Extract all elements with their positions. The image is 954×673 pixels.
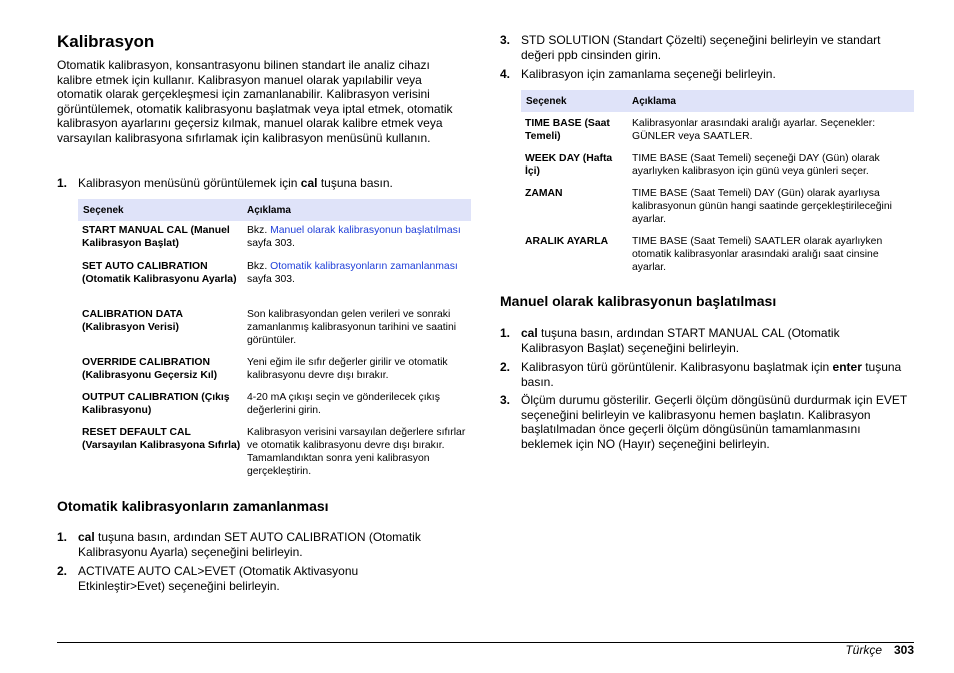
page-title: Kalibrasyon [57,32,155,51]
table-row [521,187,914,235]
link-manual-calibration[interactable]: Manuel olarak kalibrasyonun başlatılması [270,225,461,236]
option-name: OVERRIDE CALIBRATION (Kalibrasyonu Geçersiz Kıl) [82,357,218,381]
schedule-options-table [521,90,914,280]
table-row [521,152,914,187]
section-title-auto-calibration: Otomatik kalibrasyonların zamanlanması [57,498,329,514]
header-option: Seçenek [526,96,567,107]
option-name: RESET DEFAULT CAL (Varsayılan Kalibrasyona Sıfırla) [82,427,241,451]
option-description: Bkz. Manuel olarak kalibrasyonun başlatılması sayfa 303. [247,225,461,249]
step-text: Kalibrasyon menüsünü görüntülemek için cal tuşuna basın. [78,176,393,190]
option-description: Kalibrasyonlar arasındaki aralığı ayarlar. Seçenekler: GÜNLER veya SAATLER. [632,118,876,142]
step-text: cal tuşuna basın, ardından START MANUAL CAL (Otomatik Kalibrasyon Başlat) seçeneğini belirleyin. [521,326,840,355]
table-row [78,260,471,308]
intro-paragraph: Otomatik kalibrasyon, konsantrasyonu bilinen standart ile analiz cihazı kalibre etmek için kullanır. Kalibrasyon manuel olarak yapılabilir veya otomatik olarak gerçekleşmesi için zamanlanabilir. Kalibrasyon verisini görüntülemek, otomatik kalibrasyonu başlatmak veya iptal etmek, otomatik kalibrasyon ayarlarını geçersiz kılmak, manuel olarak kalibre etmek veya varsayılan kalibrasyona sıfırlamak için kalibrasyon menüsünü kullanın. [57,58,453,145]
header-option: Seçenek [83,205,124,216]
footer-language: Türkçe [845,643,882,657]
table-row [78,391,471,426]
step-text: Kalibrasyon türü görüntülenir. Kalibrasyonu başlatmak için enter tuşuna basın. [521,360,902,389]
table-row [78,356,471,391]
table-header [521,90,914,112]
step-1 [57,530,471,560]
step-3 [500,33,914,63]
option-name: ZAMAN [525,188,563,199]
step-number: 1. [57,176,68,190]
header-description: Açıklama [632,96,676,107]
step-4 [500,67,914,82]
option-name: OUTPUT CALIBRATION (Çıkış Kalibrasyonu) [82,392,230,416]
step-2 [57,564,471,594]
option-name: TIME BASE (Saat Temeli) [525,118,610,142]
header-description: Açıklama [247,205,291,216]
page-number: 303 [893,643,914,657]
option-description: Kalibrasyon verisini varsayılan değerlere sıfırlar ve otomatik kalibrasyonu devre dışı bırakır. Tamamlandıktan sonra yeni kalibrasyon gerçekleştirin. [247,427,466,477]
option-description: 4-20 mA çıkışı seçin ve gönderilecek çıkış değerlerini girin. [247,392,440,416]
step-number: 3. [500,393,511,407]
step-text: Ölçüm durumu gösterilir. Geçerli ölçüm döngüsünü durdurmak için EVET seçeneğini belirleyin ve kalibrasyonu hemen başlatın. Kalibrasyon başlatılmadan önce geçerli ölçüm döngüsünün tamamlanmasını beklemek için NO (Hayır) seçeneğini belirleyin. [521,393,907,451]
table-row [521,117,914,152]
link-auto-calibration[interactable]: Otomatik kalibrasyonların zamanlanması [270,261,458,272]
option-name: WEEK DAY (Hafta İçi) [525,153,613,177]
option-description: TIME BASE (Saat Temeli) SAATLER olarak ayarlıyken otomatik kalibrasyonlar arasındaki aralığı saat cinsine ayarlar. [632,236,883,273]
table-row [78,224,471,260]
step-number: 1. [57,530,68,544]
option-description: Bkz. Otomatik kalibrasyonların zamanlanması sayfa 303. [247,261,458,285]
section-title-manual-calibration: Manuel olarak kalibrasyonun başlatılması [500,293,777,309]
step-3 [500,393,914,453]
option-name: ARALIK AYARLA [525,236,609,247]
table-row [521,235,914,280]
table-row [78,426,471,482]
option-name: START MANUAL CAL (Manuel Kalibrasyon Başlat) [82,225,230,249]
step-text: ACTIVATE AUTO CAL>EVET (Otomatik Aktivasyonu Etkinleştir>Evet) seçeneğini belirleyin. [78,564,359,593]
step-2 [500,360,914,390]
option-name: CALIBRATION DATA (Kalibrasyon Verisi) [82,309,183,333]
option-description: Son kalibrasyondan gelen verileri ve sonraki zamanlanmış kalibrasyonun tarihini ve saatini görüntüler. [247,309,457,346]
option-description: Yeni eğim ile sıfır değerler girilir ve otomatik kalibrasyonu devre dışı bırakır. [247,357,448,381]
step-number: 3. [500,33,511,47]
step-text: STD SOLUTION (Standart Çözelti) seçeneğini belirleyin ve standart değeri ppb cinsinden girin. [521,33,881,62]
step-number: 2. [57,564,68,578]
step-number: 1. [500,326,511,340]
option-description: TIME BASE (Saat Temeli) seçeneği DAY (Gün) olarak ayarlıyken kalibrasyon için günü veya günleri seçer. [632,153,880,177]
step-text: cal tuşuna basın, ardından SET AUTO CALIBRATION (Otomatik Kalibrasyonu Ayarla) seçeneğini belirleyin. [78,530,421,559]
step-1 [500,326,914,356]
table-row [78,308,471,356]
option-name: SET AUTO CALIBRATION (Otomatik Kalibrasyonu Ayarla) [82,261,237,285]
step-number: 4. [500,67,511,81]
table-header [78,199,471,221]
option-description: TIME BASE (Saat Temeli) DAY (Gün) olarak ayarlıysa kalibrasyonun günün hangi saatinde gerçekleştirileceğini ayarlar. [632,188,892,225]
step-number: 2. [500,360,511,374]
calibration-options-table [78,199,471,482]
step-text: Kalibrasyon için zamanlama seçeneği belirleyin. [521,67,776,81]
footer-divider [57,642,914,643]
step-1 [57,176,471,191]
